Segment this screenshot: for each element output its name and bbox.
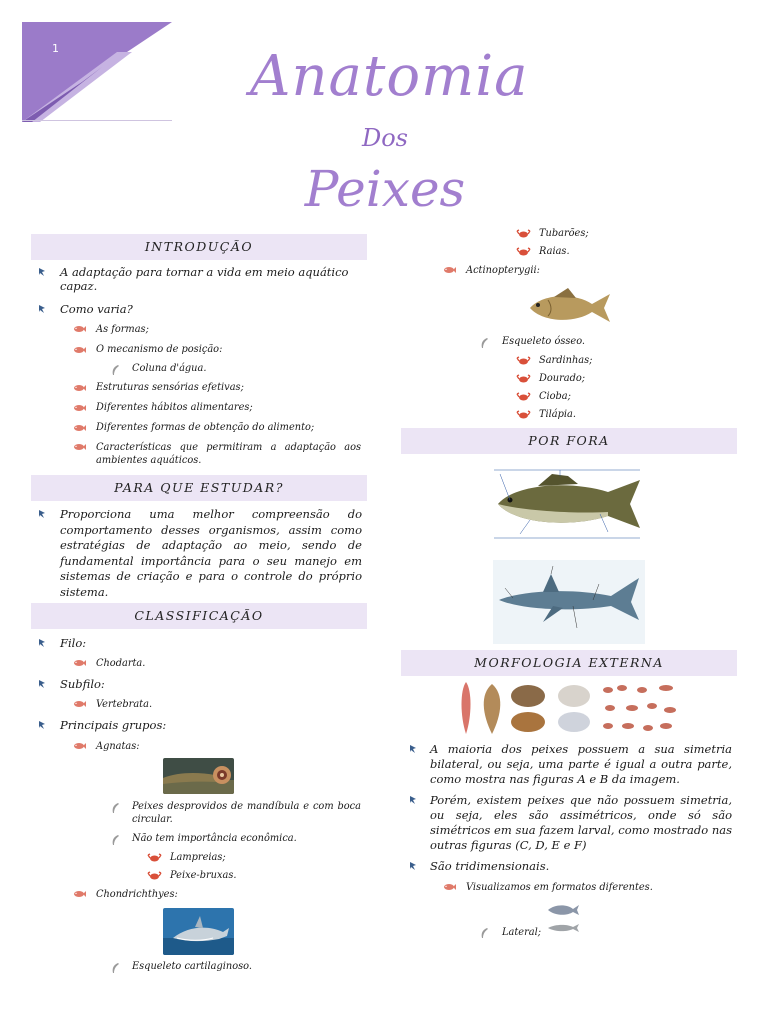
fish-bullet-icon [443, 883, 456, 891]
pushpin-bullet-icon [408, 795, 418, 805]
feather-bullet-icon [480, 337, 489, 349]
item-coluna: Coluna d'água. [132, 363, 207, 374]
item-agnatas: Agnatas: [96, 741, 140, 752]
feather-bullet-icon [111, 834, 120, 846]
item-cartilaginoso: Esqueleto cartilaginoso. [132, 961, 252, 972]
morfo-text-1: A maioria dos peixes possuem a sua simetria bilateral, ou seja, uma parte é igual a outra parte, como mostra nas figuras A e B da imagem. [430, 742, 732, 786]
item-tridimensionais: São tridimensionais. [430, 859, 550, 873]
fish-bullet-icon [73, 742, 86, 750]
pushpin-bullet-icon [37, 509, 47, 519]
fish-bullet-icon [443, 266, 456, 274]
item-visualizamos: Visualizamos em formatos diferentes. [466, 882, 653, 893]
item-lampreias: Lampreias; [170, 852, 226, 863]
title-line-3: Peixes [304, 160, 466, 218]
item-habitos: Diferentes hábitos alimentares; [96, 402, 253, 413]
intro-text-2: Como varia? [60, 302, 133, 316]
item-tilapia: Tilápia. [539, 409, 577, 420]
shark-anatomy-diagram [493, 560, 645, 644]
fish-bullet-icon [73, 424, 86, 432]
corner-line [22, 120, 172, 121]
item-lateral: Lateral; [502, 927, 542, 938]
grupos-label: Principais grupos: [60, 718, 167, 732]
item-obtencao: Diferentes formas de obtenção do alimento; [96, 422, 315, 433]
filo-label: Filo: [60, 636, 87, 650]
pushpin-bullet-icon [408, 744, 418, 754]
crab-bullet-icon [516, 356, 531, 365]
crab-bullet-icon [516, 392, 531, 401]
crab-bullet-icon [516, 410, 531, 419]
item-as-formas: As formas; [96, 324, 149, 335]
por-fora-header: POR FORA [401, 428, 737, 454]
item-chondrichthyes: Chondrichthyes: [96, 889, 178, 900]
fish-bullet-icon [73, 325, 86, 333]
item-estruturas: Estruturas sensórias efetivas; [96, 382, 244, 393]
intro-text-1: A adaptação para tornar a vida em meio aquático capaz. [60, 265, 349, 293]
item-cioba: Cioba; [539, 391, 571, 402]
lamprey-image [163, 758, 234, 794]
corner-decoration [22, 22, 172, 122]
pushpin-bullet-icon [37, 720, 47, 730]
fish-bullet-icon [73, 443, 86, 451]
crab-bullet-icon [147, 871, 162, 880]
estudar-header: PARA QUE ESTUDAR? [31, 475, 367, 501]
fish-bullet-icon [73, 346, 86, 354]
classificacao-header: CLASSIFICAÇÃO [31, 603, 367, 629]
subfilo-label: Subfilo: [60, 677, 105, 691]
pushpin-bullet-icon [408, 861, 418, 871]
fish-bullet-icon [73, 659, 86, 667]
item-vertebrata: Vertebrata. [96, 699, 153, 710]
intro-header: INTRODUÇÃO [31, 234, 367, 260]
pushpin-bullet-icon [37, 679, 47, 689]
fish-bullet-icon [73, 700, 86, 708]
item-raias: Raias. [539, 246, 570, 257]
estudar-text: Proporciona uma melhor compreensão do comportamento desses organismos, assim como estratégias de adaptação ao meio, sendo de fundamental importância para o seu manejo em sistemas de criação e para o controle do próprio sistema. [60, 507, 362, 599]
feather-bullet-icon [111, 802, 120, 814]
crab-bullet-icon [516, 229, 531, 238]
crab-bullet-icon [147, 853, 162, 862]
fish-bullet-icon [73, 404, 86, 412]
item-desprovidos: Peixes desprovidos de mandíbula e com boca circular. [132, 801, 361, 825]
item-tubaroes: Tubarões; [539, 228, 589, 239]
item-sardinhas: Sardinhas; [539, 355, 593, 366]
title-line-2: Dos [361, 124, 408, 152]
fish-bullet-icon [73, 890, 86, 898]
item-nao-tem: Não tem importância econômica. [132, 833, 297, 844]
item-dourado: Dourado; [539, 373, 586, 384]
title-line-1: Anatomia [250, 44, 529, 109]
bass-anatomy-diagram [490, 462, 645, 544]
fish-bullet-icon [73, 384, 86, 392]
page-number: 1 [52, 42, 59, 55]
feather-bullet-icon [111, 364, 120, 376]
pushpin-bullet-icon [37, 304, 47, 314]
morfo-text-2: Porém, existem peixes que não possuem simetria, ou seja, eles são assimétricos, onde só são simétricos em sua fazem larval, como mostrado nas outras figuras (C, D, E e F) [430, 793, 732, 852]
feather-bullet-icon [111, 962, 120, 974]
pushpin-bullet-icon [37, 638, 47, 648]
feather-bullet-icon [480, 927, 489, 939]
morfologia-header: MORFOLOGIA EXTERNA [401, 650, 737, 676]
item-mecanismo: O mecanismo de posição: [96, 344, 223, 355]
item-chodarta: Chodarta. [96, 658, 146, 669]
crab-bullet-icon [516, 247, 531, 256]
crab-bullet-icon [516, 374, 531, 383]
shark-image [163, 908, 234, 955]
item-bruxas: Peixe-bruxas. [170, 870, 237, 881]
fish-symmetry-figures [452, 680, 686, 736]
carp-image [524, 286, 612, 330]
pushpin-bullet-icon [37, 267, 47, 277]
item-osseo: Esqueleto ósseo. [502, 336, 586, 347]
item-actinopterygii: Actinopterygii: [466, 265, 540, 276]
item-caracteristicas: Características que permitiram a adaptação aos ambientes aquáticos. [96, 442, 361, 466]
